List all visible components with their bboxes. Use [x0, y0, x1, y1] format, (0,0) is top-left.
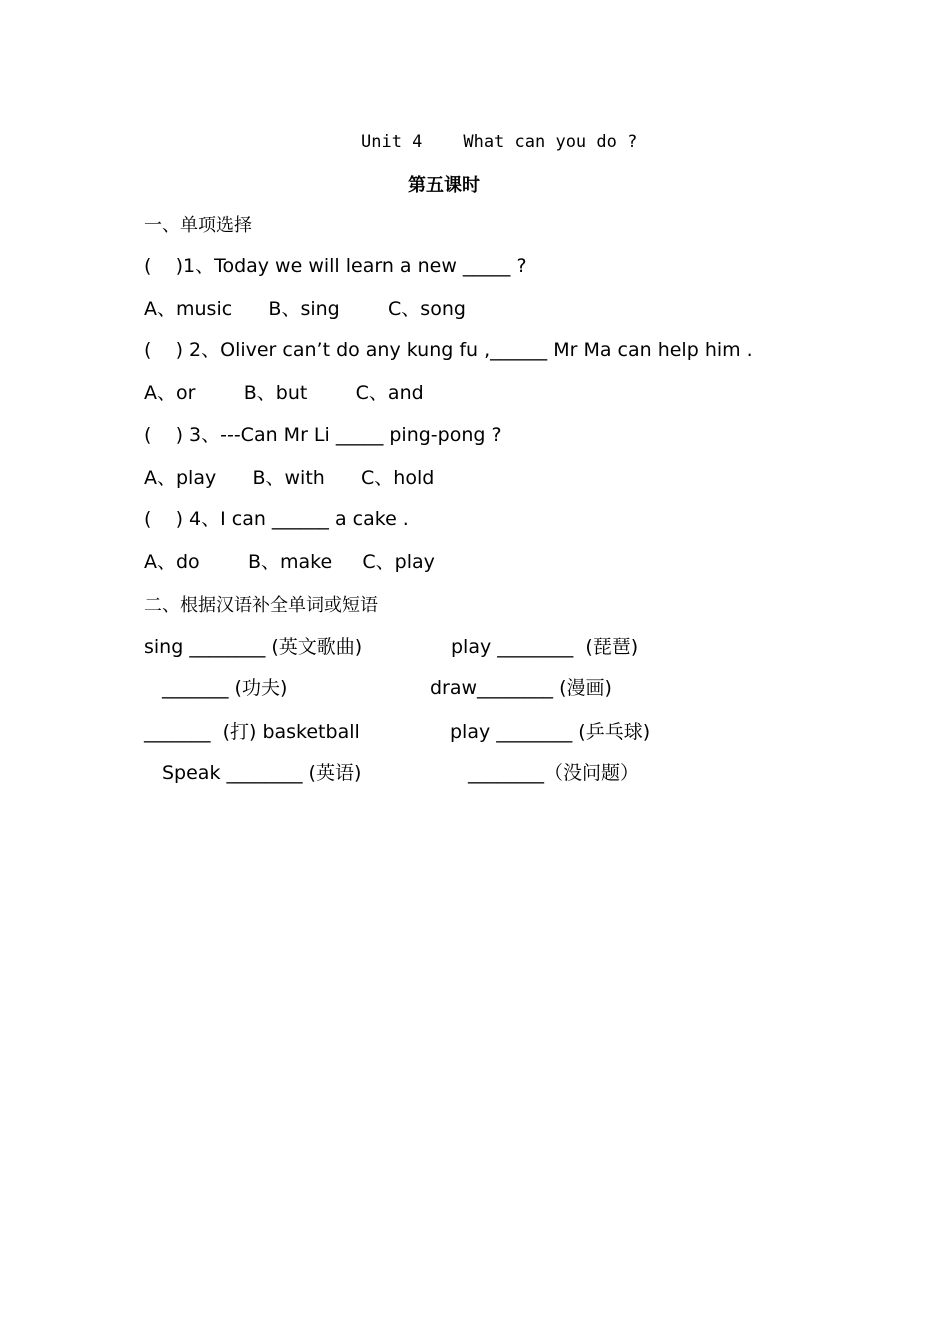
fill-in-item: play ________ (乒乓球) — [450, 721, 651, 743]
fill-in-item: ________（没问题） — [468, 762, 640, 784]
page-title: Unit 4 What can you do ? — [361, 132, 638, 152]
section-heading-fill-in: 二、根据汉语补全单词或短语 — [144, 595, 378, 616]
question-options: A、do B、make C、play — [144, 551, 435, 573]
question-stem: ( ) 2、Oliver can’t do any kung fu ,______ Mr Ma can help him . — [144, 339, 753, 361]
question-options: A、music B、sing C、song — [144, 298, 466, 320]
question-stem: ( )1、Today we will learn a new _____ ? — [144, 255, 527, 277]
section-heading-multiple-choice: 一、单项选择 — [144, 215, 252, 236]
fill-in-item: sing ________ (英文歌曲) — [144, 636, 363, 658]
question-options: A、play B、with C、hold — [144, 467, 435, 489]
fill-in-item: _______ (功夫) — [162, 677, 288, 699]
question-stem: ( ) 3、---Can Mr Li _____ ping-pong ? — [144, 424, 502, 446]
fill-in-item: play ________ (琵琶) — [451, 636, 639, 658]
question-stem: ( ) 4、I can ______ a cake . — [144, 508, 409, 530]
fill-in-item: draw________ (漫画) — [430, 677, 612, 699]
fill-in-item: _______ (打) basketball — [144, 721, 360, 743]
question-options: A、or B、but C、and — [144, 382, 424, 404]
fill-in-item: Speak ________ (英语) — [162, 762, 362, 784]
lesson-subtitle: 第五课时 — [408, 175, 480, 196]
